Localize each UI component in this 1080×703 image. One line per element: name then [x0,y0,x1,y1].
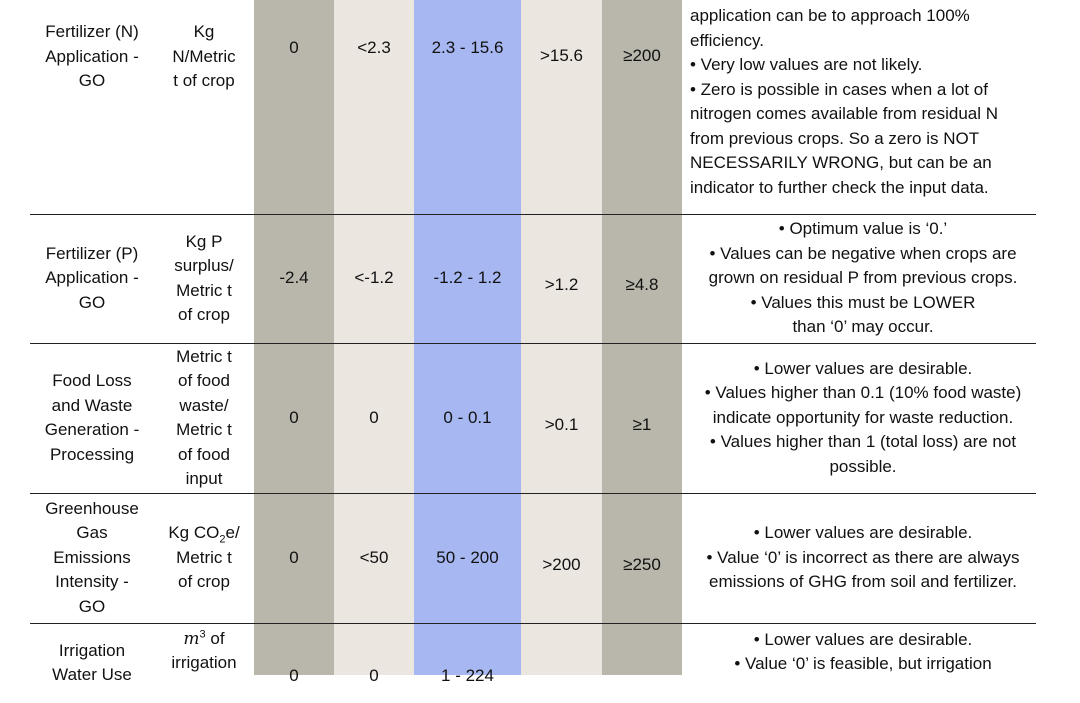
indicator-name: Fertilizer (N) Application - GO [30,0,154,214]
value-cell: >1.2 [521,214,602,343]
notes-cell [682,343,1036,493]
value-cell: ≥1 [602,343,682,493]
note-line: • Zero is possible in cases when a lot of nitrogen comes available from residual N from previous crops. So a zero is NOT NECESSARILY WRONG, but can be an indicator to further check the input data. [690,79,999,197]
note-line: • Lower values are desirable. [753,629,973,649]
notes-cell [682,623,1036,703]
value-cell: 0 - 0.1 [414,343,521,493]
unit-text: Kg CO [168,523,220,543]
note-line: • Value ‘0’ is feasible, but irrigation [734,654,992,673]
note-line: • Values can be negative when crops are grown on residual P from previous crops. [708,243,1018,288]
value-cell: ≥250 [602,493,682,623]
unit-text: Metric t of crop [176,547,232,592]
note-line: • Values higher than 0.1 (10% food waste) indicate opportunity for waste reduction. [704,383,1022,427]
value-cell: <-1.2 [334,214,414,343]
note-line: • Very low values are not likely. [690,55,923,74]
note-line: • Values this must be LOWER [750,292,976,312]
note-line: • Lower values are desirable. [753,523,973,543]
table-row [30,343,1036,493]
value-cell [521,623,602,703]
value-cell: >15.6 [521,0,602,214]
table-row [30,214,1036,343]
notes-cell [682,0,1036,214]
unit-cell [154,623,254,703]
table-row [30,493,1036,623]
value-cell: >0.1 [521,343,602,493]
value-cell: 0 [289,665,299,685]
note-line: • Values higher than 1 (total loss) are not possible. [709,432,1017,476]
value-cell: 1 - 224 [441,665,494,685]
unit-cell: Kg P surplus/ Metric t of crop [154,214,254,343]
note-line: than ‘0’ may occur. [792,317,934,337]
value-cell: <50 [334,493,414,623]
unit-cell: Metric t of food waste/ Metric t of food input [154,343,254,493]
value-cell: >200 [521,493,602,623]
note-line: application can be to approach 100% efficiency. [690,6,970,50]
value-cell: 0 [369,665,379,685]
unit-text: m [183,628,200,649]
table-row [30,0,1036,214]
table-row [30,623,1036,703]
note-line: • Optimum value is ‘0.’ [778,219,948,239]
unit-subscript: 2 [219,533,226,546]
unit-cell [154,493,254,623]
indicator-name: Greenhouse Gas Emissions Intensity - GO [30,493,154,623]
unit-text: of irrigation [171,628,237,672]
value-cell: 0 [254,0,334,214]
value-cell: -2.4 [254,214,334,343]
value-cell: 50 - 200 [414,493,521,623]
value-cell: ≥4.8 [602,214,682,343]
value-cell: -1.2 - 1.2 [414,214,521,343]
indicator-table [30,0,1036,703]
notes-cell [682,214,1036,343]
value-cell: 2.3 - 15.6 [414,0,521,214]
unit-superscript: 3 [199,627,206,640]
indicator-name: Fertilizer (P) Application - GO [30,214,154,343]
value-cell: ≥200 [602,0,682,214]
indicator-name: Food Loss and Waste Generation - Processing [30,343,154,493]
unit-text: e/ [225,523,240,543]
note-line: • Value ‘0’ is incorrect as there are always emissions of GHG from soil and fertilizer. [706,547,1020,592]
value-cell [602,623,682,703]
value-cell: <2.3 [334,0,414,214]
value-cell: 0 [254,493,334,623]
unit-cell: Kg N/Metric t of crop [154,0,254,214]
notes-cell [682,493,1036,623]
value-cell: 0 [254,343,334,493]
value-cell: 0 [334,343,414,493]
indicator-name: Irrigation Water Use [52,640,132,684]
note-line: • Lower values are desirable. [753,358,973,378]
